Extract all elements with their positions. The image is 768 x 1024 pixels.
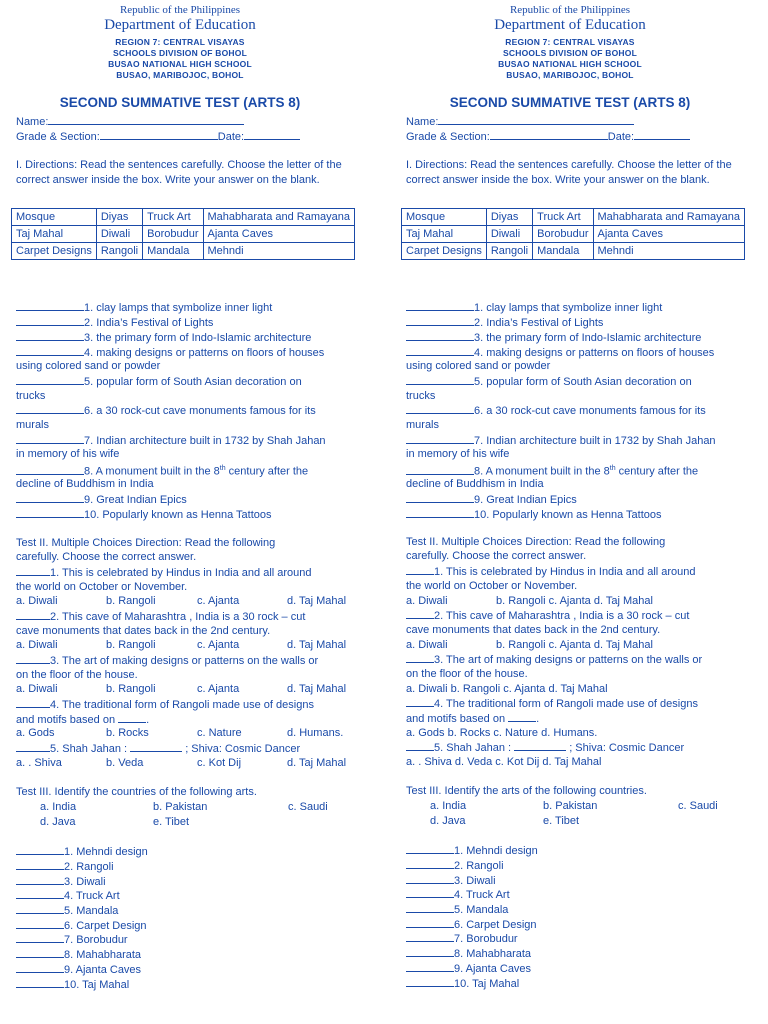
test3-heading: Test III. Identify the arts of the following countries.	[406, 785, 647, 797]
options: a. . Shiva b. Veda c. Kot Dij d. Taj Mahal	[16, 757, 347, 769]
address-line: BUSAO, MARIBOJOC, BOHOL	[116, 70, 244, 80]
question: 2. This cave of Maharashtra , India is a 30 rock – cut	[16, 609, 368, 625]
test1-item: 5. popular form of South Asian decoration on	[406, 374, 758, 390]
test-title: SECOND SUMMATIVE TEST (ARTS 8)	[59, 95, 301, 110]
test3-item: 9. Ajanta Caves	[16, 962, 368, 978]
test3-item: 6. Carpet Design	[406, 917, 758, 933]
test3-item: 5. Mandala	[406, 902, 758, 918]
box-cell: Ajanta Caves	[593, 226, 744, 243]
box-cell: Mahabharata and Ramayana	[203, 209, 354, 226]
country-choices: a. India b. Pakistan c. Saudi	[40, 801, 328, 813]
test1-item-cont: using colored sand or powder	[16, 360, 161, 372]
test1-item: 9. Great Indian Epics	[406, 492, 758, 508]
box-cell: Taj Mahal	[12, 226, 97, 243]
test2-heading: carefully. Choose the correct answer.	[406, 550, 587, 562]
test1-item-cont: in memory of his wife	[16, 448, 120, 460]
options: a. Diwali b. Rangoli c. Ajanta d. Taj Mahal	[406, 683, 608, 695]
question: 4. The traditional form of Rangoli made use of designs	[16, 697, 368, 713]
test1-item-cont: trucks	[16, 390, 46, 402]
box-cell: Mosque	[402, 209, 487, 226]
division-line: SCHOOLS DIVISION OF BOHOL	[113, 48, 247, 58]
box-cell: Mosque	[12, 209, 97, 226]
test3-item: 2. Rangoli	[16, 859, 368, 875]
test3-item: 2. Rangoli	[406, 858, 758, 874]
test3-item: 4. Truck Art	[16, 888, 368, 904]
grade-blank[interactable]	[490, 129, 608, 140]
test1-item: 9. Great Indian Epics	[16, 492, 368, 508]
test3-item: 6. Carpet Design	[16, 918, 368, 934]
box-cell: Mandala	[143, 243, 203, 260]
country-choices: a. India b. Pakistan c. Saudi	[430, 800, 718, 812]
box-cell: Diyas	[486, 209, 532, 226]
options: a. . Shiva d. Veda c. Kot Dij d. Taj Mahal	[406, 756, 602, 768]
test3-item: 3. Diwali	[16, 874, 368, 890]
test1-item-cont: murals	[406, 419, 440, 431]
test1-item-cont: using colored sand or powder	[406, 360, 551, 372]
test1-item: 1. clay lamps that symbolize inner light	[406, 300, 758, 316]
box-cell: Mandala	[533, 243, 593, 260]
test1-item: 3. the primary form of Indo-Islamic architecture	[406, 330, 758, 346]
country-choices: d. Java e. Tibet	[40, 816, 190, 828]
republic-line: Republic of the Philippines	[119, 4, 241, 16]
box-cell: Mehndi	[593, 243, 744, 260]
grade-date-field: Grade & Section: Date:	[16, 129, 368, 145]
name-field: Name:	[16, 114, 368, 130]
test3-item: 3. Diwali	[406, 873, 758, 889]
republic-line: Republic of the Philippines	[509, 4, 631, 16]
address-line: BUSAO, MARIBOJOC, BOHOL	[506, 70, 634, 80]
options: a. Diwali b. Rangoli c. Ajanta d. Taj Mahal	[16, 595, 347, 607]
test1-item: 10. Popularly known as Henna Tattoos	[16, 507, 368, 523]
test1-item: 4. making designs or patterns on floors of houses	[16, 345, 368, 361]
question-cont: cave monuments that dates back in the 2nd century.	[406, 624, 661, 636]
box-cell: Rangoli	[486, 243, 532, 260]
box-cell: Borobudur	[533, 226, 593, 243]
box-cell: Ajanta Caves	[203, 226, 354, 243]
box-cell: Mehndi	[203, 243, 354, 260]
question: 3. The art of making designs or patterns on the walls or	[16, 653, 368, 669]
test1-item: 6. a 30 rock-cut cave monuments famous for its	[406, 403, 758, 419]
answer-box	[11, 208, 355, 260]
test1-item-cont: decline of Buddhism in India	[16, 478, 154, 490]
question-cont: on the floor of the house.	[406, 668, 528, 680]
test2-heading: Test II. Multiple Choices Direction: Read the following	[406, 536, 666, 548]
options: a. Diwali b. Rangoli c. Ajanta d. Taj Mahal	[16, 683, 347, 695]
question-cont: and motifs based on .	[406, 713, 540, 725]
question: 4. The traditional form of Rangoli made use of designs	[406, 696, 758, 712]
options: a. Diwali b. Rangoli c. Ajanta d. Taj Mahal	[406, 595, 653, 607]
test3-item: 4. Truck Art	[406, 887, 758, 903]
test3-heading: Test III. Identify the countries of the following arts.	[16, 786, 257, 798]
box-cell: Truck Art	[533, 209, 593, 226]
school-line: BUSAO NATIONAL HIGH SCHOOL	[498, 59, 642, 69]
box-cell: Carpet Designs	[402, 243, 487, 260]
test1-item-cont: murals	[16, 419, 50, 431]
test3-item: 7. Borobudur	[16, 932, 368, 948]
test1-item: 7. Indian architecture built in 1732 by Shah Jahan	[406, 433, 758, 449]
test3-item: 5. Mandala	[16, 903, 368, 919]
school-line: BUSAO NATIONAL HIGH SCHOOL	[108, 59, 252, 69]
test1-item: 6. a 30 rock-cut cave monuments famous for its	[16, 403, 368, 419]
division-line: SCHOOLS DIVISION OF BOHOL	[503, 48, 637, 58]
box-cell: Borobudur	[143, 226, 203, 243]
date-blank[interactable]	[634, 129, 690, 140]
options: a. Gods b. Rocks c. Nature d. Humans.	[16, 727, 344, 739]
box-cell: Truck Art	[143, 209, 203, 226]
test3-item: 10. Taj Mahal	[406, 976, 758, 992]
box-cell: Diwali	[96, 226, 142, 243]
test1-item: 8. A monument built in the 8th century after the	[406, 462, 758, 479]
box-cell: Mahabharata and Ramayana	[593, 209, 744, 226]
test3-item: 9. Ajanta Caves	[406, 961, 758, 977]
box-cell: Rangoli	[96, 243, 142, 260]
test-title: SECOND SUMMATIVE TEST (ARTS 8)	[449, 95, 691, 110]
test3-item: 1. Mehndi design	[406, 843, 758, 859]
question: 3. The art of making designs or patterns on the walls or	[406, 652, 758, 668]
department-name: Department of Education	[494, 17, 646, 33]
box-cell: Diyas	[96, 209, 142, 226]
test1-item: 1. clay lamps that symbolize inner light	[16, 300, 368, 316]
test2-heading: carefully. Choose the correct answer.	[16, 551, 197, 563]
test1-directions: I. Directions: Read the sentences carefully. Choose the letter of the correct answer inside the box. Write your answer on the blank.	[406, 159, 732, 186]
test3-item: 8. Mahabharata	[16, 947, 368, 963]
test3-item: 8. Mahabharata	[406, 946, 758, 962]
question-cont: on the floor of the house.	[16, 669, 138, 681]
test1-item-cont: decline of Buddhism in India	[406, 478, 544, 490]
question-cont: and motifs based on .	[16, 714, 150, 726]
test3-item: 7. Borobudur	[406, 931, 758, 947]
test1-item: 8. A monument built in the 8th century after the	[16, 462, 368, 479]
box-cell: Taj Mahal	[402, 226, 487, 243]
test1-item-cont: in memory of his wife	[406, 448, 510, 460]
region-line: REGION 7: CENTRAL VISAYAS	[115, 37, 245, 47]
test1-item: 2. India’s Festival of Lights	[406, 315, 758, 331]
test3-item: 1. Mehndi design	[16, 844, 368, 860]
test3-item: 10. Taj Mahal	[16, 977, 368, 993]
question-cont: cave monuments that dates back in the 2nd century.	[16, 625, 271, 637]
right-test-sheet	[390, 0, 768, 1024]
test1-item: 10. Popularly known as Henna Tattoos	[406, 507, 758, 523]
region-line: REGION 7: CENTRAL VISAYAS	[505, 37, 635, 47]
grade-date-field: Grade & Section: Date:	[406, 129, 758, 145]
test1-item-cont: trucks	[406, 390, 436, 402]
department-name: Department of Education	[104, 17, 256, 33]
country-choices: d. Java e. Tibet	[430, 815, 580, 827]
options: a. Diwali b. Rangoli c. Ajanta d. Taj Mahal	[406, 639, 653, 651]
test1-item: 2. India’s Festival of Lights	[16, 315, 368, 331]
box-cell: Carpet Designs	[12, 243, 97, 260]
name-field: Name:	[406, 114, 758, 130]
question: 1. This is celebrated by Hindus in India and all around	[16, 565, 368, 581]
test1-item: 3. the primary form of Indo-Islamic architecture	[16, 330, 368, 346]
options: a. Gods b. Rocks c. Nature d. Humans.	[406, 727, 598, 739]
question: 5. Shah Jahan : ; Shiva: Cosmic Dancer	[406, 740, 758, 756]
question: 2. This cave of Maharashtra , India is a 30 rock – cut	[406, 608, 758, 624]
test1-item: 7. Indian architecture built in 1732 by Shah Jahan	[16, 433, 368, 449]
date-blank[interactable]	[244, 129, 300, 140]
question-cont: the world on October or November.	[406, 580, 578, 592]
options: a. Diwali b. Rangoli c. Ajanta d. Taj Mahal	[16, 639, 347, 651]
test2-heading: Test II. Multiple Choices Direction: Read the following	[16, 537, 276, 549]
question: 5. Shah Jahan : ; Shiva: Cosmic Dancer	[16, 741, 368, 757]
box-cell: Diwali	[486, 226, 532, 243]
test1-directions: I. Directions: Read the sentences carefully. Choose the letter of the correct answer inside the box. Write your answer on the blank.	[16, 159, 342, 186]
answer-box	[401, 208, 745, 260]
test1-item: 5. popular form of South Asian decoration on	[16, 374, 368, 390]
test1-item: 4. making designs or patterns on floors of houses	[406, 345, 758, 361]
grade-blank[interactable]	[100, 129, 218, 140]
name-blank[interactable]	[48, 114, 244, 125]
name-blank[interactable]	[438, 114, 634, 125]
question: 1. This is celebrated by Hindus in India and all around	[406, 564, 758, 580]
question-cont: the world on October or November.	[16, 581, 188, 593]
